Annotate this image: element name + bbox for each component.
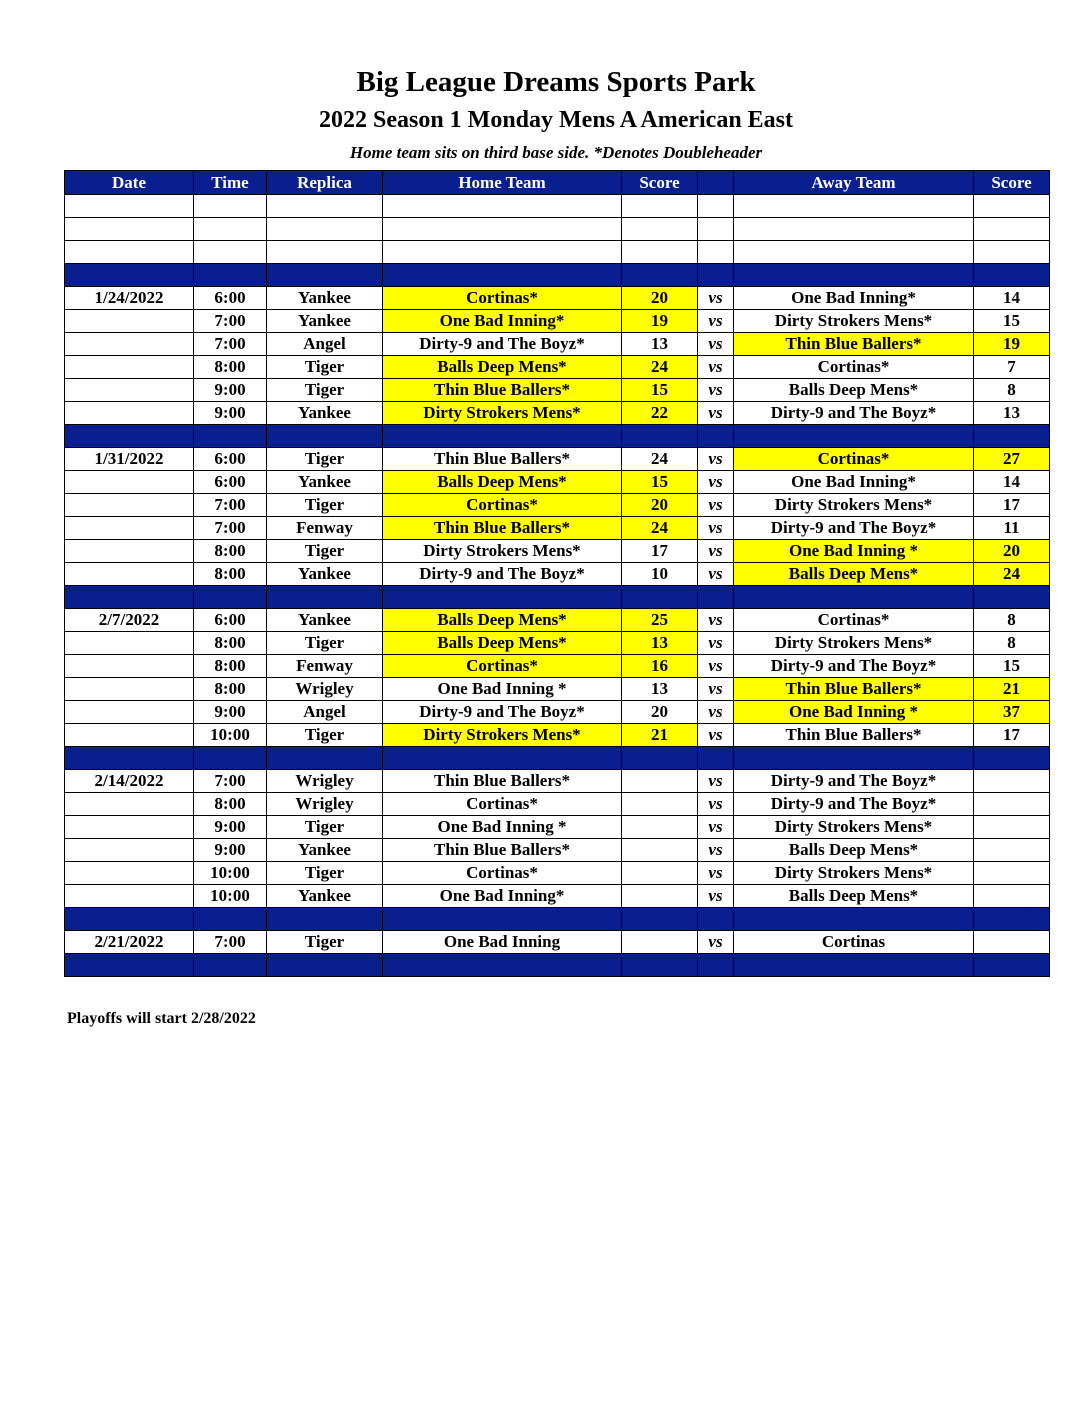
away-score: 14 bbox=[974, 287, 1050, 310]
week-separator-row bbox=[65, 264, 1050, 287]
home-score: 20 bbox=[622, 494, 698, 517]
away-team: One Bad Inning * bbox=[734, 540, 974, 563]
home-score: 24 bbox=[622, 356, 698, 379]
home-score: 13 bbox=[622, 632, 698, 655]
vs-label: vs bbox=[698, 310, 734, 333]
game-date bbox=[65, 494, 194, 517]
game-date bbox=[65, 333, 194, 356]
game-row bbox=[65, 632, 1050, 655]
away-score: 17 bbox=[974, 724, 1050, 747]
away-score: 7 bbox=[974, 356, 1050, 379]
vs-label: vs bbox=[698, 793, 734, 816]
game-date bbox=[65, 402, 194, 425]
home-score: 25 bbox=[622, 609, 698, 632]
game-time: 10:00 bbox=[194, 862, 267, 885]
game-time: 6:00 bbox=[194, 448, 267, 471]
away-score: 21 bbox=[974, 678, 1050, 701]
game-date bbox=[65, 540, 194, 563]
vs-label: vs bbox=[698, 862, 734, 885]
game-field: Wrigley bbox=[267, 770, 383, 793]
page-subtitle: 2022 Season 1 Monday Mens A American East bbox=[318, 107, 794, 133]
away-team: Dirty-9 and The Boyz* bbox=[734, 517, 974, 540]
away-score: 13 bbox=[974, 402, 1050, 425]
away-team: Balls Deep Mens* bbox=[734, 885, 974, 908]
game-time: 9:00 bbox=[194, 701, 267, 724]
game-date bbox=[65, 379, 194, 402]
game-time: 8:00 bbox=[194, 793, 267, 816]
game-field: Tiger bbox=[267, 356, 383, 379]
away-score: 8 bbox=[974, 609, 1050, 632]
home-team: Dirty Strokers Mens* bbox=[383, 402, 622, 425]
game-row bbox=[65, 471, 1050, 494]
away-team: Cortinas* bbox=[734, 609, 974, 632]
game-date bbox=[65, 471, 194, 494]
away-team: Dirty-9 and The Boyz* bbox=[734, 793, 974, 816]
vs-label: vs bbox=[698, 287, 734, 310]
home-score: 20 bbox=[622, 287, 698, 310]
game-row bbox=[65, 448, 1050, 471]
game-time: 7:00 bbox=[194, 310, 267, 333]
blank-row bbox=[65, 218, 1050, 241]
game-field: Tiger bbox=[267, 494, 383, 517]
away-score: 11 bbox=[974, 517, 1050, 540]
col-date: Date bbox=[65, 171, 194, 195]
header-row bbox=[65, 171, 1050, 195]
game-row bbox=[65, 379, 1050, 402]
col-replica: Replica bbox=[267, 171, 383, 195]
game-field: Yankee bbox=[267, 310, 383, 333]
blank-row bbox=[65, 195, 1050, 218]
away-score: 37 bbox=[974, 701, 1050, 724]
vs-label: vs bbox=[698, 356, 734, 379]
blank-row bbox=[65, 241, 1050, 264]
game-field: Wrigley bbox=[267, 678, 383, 701]
game-time: 8:00 bbox=[194, 540, 267, 563]
page-title: Big League Dreams Sports Park bbox=[356, 66, 756, 98]
away-team: Dirty Strokers Mens* bbox=[734, 816, 974, 839]
home-team: One Bad Inning bbox=[383, 931, 622, 954]
game-time: 7:00 bbox=[194, 931, 267, 954]
home-team: Dirty Strokers Mens* bbox=[383, 540, 622, 563]
game-time: 7:00 bbox=[194, 770, 267, 793]
playoffs-note: Playoffs will start 2/28/2022 bbox=[67, 1010, 256, 1027]
week-separator-row bbox=[65, 586, 1050, 609]
game-time: 8:00 bbox=[194, 678, 267, 701]
home-score: 15 bbox=[622, 471, 698, 494]
away-team: Dirty Strokers Mens* bbox=[734, 862, 974, 885]
vs-label: vs bbox=[698, 402, 734, 425]
away-score bbox=[974, 770, 1050, 793]
game-field: Yankee bbox=[267, 839, 383, 862]
game-row bbox=[65, 885, 1050, 908]
away-team: Cortinas* bbox=[734, 448, 974, 471]
game-field: Yankee bbox=[267, 563, 383, 586]
home-team: Cortinas* bbox=[383, 287, 622, 310]
home-team: One Bad Inning * bbox=[383, 678, 622, 701]
vs-label: vs bbox=[698, 816, 734, 839]
vs-label: vs bbox=[698, 931, 734, 954]
game-time: 9:00 bbox=[194, 816, 267, 839]
game-time: 9:00 bbox=[194, 402, 267, 425]
vs-label: vs bbox=[698, 540, 734, 563]
vs-label: vs bbox=[698, 494, 734, 517]
home-team: One Bad Inning* bbox=[383, 885, 622, 908]
vs-label: vs bbox=[698, 678, 734, 701]
home-score: 22 bbox=[622, 402, 698, 425]
game-row bbox=[65, 609, 1050, 632]
away-team: Balls Deep Mens* bbox=[734, 563, 974, 586]
away-team: Cortinas* bbox=[734, 356, 974, 379]
vs-label: vs bbox=[698, 517, 734, 540]
home-score: 20 bbox=[622, 701, 698, 724]
home-score: 24 bbox=[622, 448, 698, 471]
game-time: 7:00 bbox=[194, 517, 267, 540]
col-away-score: Score bbox=[974, 171, 1050, 195]
game-row bbox=[65, 540, 1050, 563]
game-field: Yankee bbox=[267, 402, 383, 425]
away-score: 20 bbox=[974, 540, 1050, 563]
away-score: 15 bbox=[974, 655, 1050, 678]
home-score bbox=[622, 862, 698, 885]
home-team: Cortinas* bbox=[383, 862, 622, 885]
game-date bbox=[65, 632, 194, 655]
game-field: Angel bbox=[267, 333, 383, 356]
vs-label: vs bbox=[698, 471, 734, 494]
game-date bbox=[65, 724, 194, 747]
vs-label: vs bbox=[698, 632, 734, 655]
game-date bbox=[65, 885, 194, 908]
game-date: 2/14/2022 bbox=[65, 770, 194, 793]
home-team: Balls Deep Mens* bbox=[383, 632, 622, 655]
game-row bbox=[65, 494, 1050, 517]
vs-label: vs bbox=[698, 448, 734, 471]
game-time: 10:00 bbox=[194, 724, 267, 747]
home-score: 19 bbox=[622, 310, 698, 333]
away-score bbox=[974, 931, 1050, 954]
vs-label: vs bbox=[698, 563, 734, 586]
game-field: Tiger bbox=[267, 724, 383, 747]
game-date bbox=[65, 793, 194, 816]
col-away-team: Away Team bbox=[734, 171, 974, 195]
home-team: Balls Deep Mens* bbox=[383, 471, 622, 494]
game-field: Angel bbox=[267, 701, 383, 724]
game-row bbox=[65, 701, 1050, 724]
game-row bbox=[65, 287, 1050, 310]
home-team: Balls Deep Mens* bbox=[383, 609, 622, 632]
away-team: Dirty Strokers Mens* bbox=[734, 310, 974, 333]
game-field: Tiger bbox=[267, 448, 383, 471]
home-score: 24 bbox=[622, 517, 698, 540]
away-team: Dirty-9 and The Boyz* bbox=[734, 402, 974, 425]
away-team: Dirty-9 and The Boyz* bbox=[734, 655, 974, 678]
game-row bbox=[65, 793, 1050, 816]
home-score: 15 bbox=[622, 379, 698, 402]
game-date: 1/31/2022 bbox=[65, 448, 194, 471]
game-time: 6:00 bbox=[194, 287, 267, 310]
away-team: Thin Blue Ballers* bbox=[734, 724, 974, 747]
game-date: 2/21/2022 bbox=[65, 931, 194, 954]
home-team: Dirty-9 and The Boyz* bbox=[383, 333, 622, 356]
away-team: Balls Deep Mens* bbox=[734, 379, 974, 402]
game-row bbox=[65, 839, 1050, 862]
home-score bbox=[622, 931, 698, 954]
week-separator-row bbox=[65, 425, 1050, 448]
game-row bbox=[65, 724, 1050, 747]
game-row bbox=[65, 563, 1050, 586]
home-score: 16 bbox=[622, 655, 698, 678]
home-team: Thin Blue Ballers* bbox=[383, 448, 622, 471]
game-date bbox=[65, 816, 194, 839]
away-score bbox=[974, 839, 1050, 862]
home-score bbox=[622, 770, 698, 793]
vs-label: vs bbox=[698, 770, 734, 793]
home-team: One Bad Inning * bbox=[383, 816, 622, 839]
away-score: 27 bbox=[974, 448, 1050, 471]
game-row bbox=[65, 770, 1050, 793]
away-score bbox=[974, 885, 1050, 908]
away-score: 15 bbox=[974, 310, 1050, 333]
away-team: Thin Blue Ballers* bbox=[734, 678, 974, 701]
game-row bbox=[65, 816, 1050, 839]
away-score bbox=[974, 862, 1050, 885]
home-score: 21 bbox=[622, 724, 698, 747]
game-time: 9:00 bbox=[194, 379, 267, 402]
home-team: One Bad Inning* bbox=[383, 310, 622, 333]
away-team: Balls Deep Mens* bbox=[734, 839, 974, 862]
col-home-score: Score bbox=[622, 171, 698, 195]
game-date: 2/7/2022 bbox=[65, 609, 194, 632]
home-score bbox=[622, 885, 698, 908]
game-field: Yankee bbox=[267, 609, 383, 632]
game-field: Tiger bbox=[267, 632, 383, 655]
away-team: Dirty Strokers Mens* bbox=[734, 494, 974, 517]
game-field: Wrigley bbox=[267, 793, 383, 816]
game-field: Fenway bbox=[267, 655, 383, 678]
game-row bbox=[65, 402, 1050, 425]
week-separator-row bbox=[65, 908, 1050, 931]
game-row bbox=[65, 333, 1050, 356]
home-team: Cortinas* bbox=[383, 793, 622, 816]
game-field: Yankee bbox=[267, 471, 383, 494]
away-score: 24 bbox=[974, 563, 1050, 586]
game-time: 7:00 bbox=[194, 494, 267, 517]
away-score: 14 bbox=[974, 471, 1050, 494]
home-team: Cortinas* bbox=[383, 494, 622, 517]
schedule-body bbox=[65, 195, 1050, 977]
game-field: Yankee bbox=[267, 287, 383, 310]
game-date bbox=[65, 310, 194, 333]
home-score: 17 bbox=[622, 540, 698, 563]
away-team: Dirty-9 and The Boyz* bbox=[734, 770, 974, 793]
home-team: Dirty-9 and The Boyz* bbox=[383, 563, 622, 586]
away-score: 19 bbox=[974, 333, 1050, 356]
vs-label: vs bbox=[698, 655, 734, 678]
col-home-team: Home Team bbox=[383, 171, 622, 195]
home-team: Thin Blue Ballers* bbox=[383, 379, 622, 402]
vs-label: vs bbox=[698, 885, 734, 908]
home-score bbox=[622, 839, 698, 862]
game-time: 10:00 bbox=[194, 885, 267, 908]
game-time: 6:00 bbox=[194, 471, 267, 494]
week-separator-row bbox=[65, 747, 1050, 770]
vs-label: vs bbox=[698, 609, 734, 632]
game-date bbox=[65, 517, 194, 540]
col-time: Time bbox=[194, 171, 267, 195]
week-separator-row bbox=[65, 954, 1050, 977]
vs-label: vs bbox=[698, 701, 734, 724]
game-field: Tiger bbox=[267, 540, 383, 563]
game-time: 8:00 bbox=[194, 632, 267, 655]
vs-label: vs bbox=[698, 333, 734, 356]
game-field: Fenway bbox=[267, 517, 383, 540]
game-row bbox=[65, 517, 1050, 540]
game-field: Tiger bbox=[267, 862, 383, 885]
game-date bbox=[65, 839, 194, 862]
home-team: Thin Blue Ballers* bbox=[383, 770, 622, 793]
away-score bbox=[974, 793, 1050, 816]
game-date bbox=[65, 655, 194, 678]
game-row bbox=[65, 310, 1050, 333]
home-score bbox=[622, 793, 698, 816]
vs-label: vs bbox=[698, 839, 734, 862]
away-score: 8 bbox=[974, 379, 1050, 402]
game-row bbox=[65, 862, 1050, 885]
home-team: Cortinas* bbox=[383, 655, 622, 678]
game-field: Tiger bbox=[267, 816, 383, 839]
schedule-note: Home team sits on third base side. *Denotes Doubleheader bbox=[349, 143, 763, 162]
game-field: Yankee bbox=[267, 885, 383, 908]
col-vs bbox=[698, 171, 734, 195]
away-team: Thin Blue Ballers* bbox=[734, 333, 974, 356]
schedule-table bbox=[64, 170, 1050, 977]
game-date: 1/24/2022 bbox=[65, 287, 194, 310]
away-score bbox=[974, 816, 1050, 839]
home-team: Thin Blue Ballers* bbox=[383, 839, 622, 862]
away-team: One Bad Inning* bbox=[734, 471, 974, 494]
home-score: 10 bbox=[622, 563, 698, 586]
home-team: Dirty Strokers Mens* bbox=[383, 724, 622, 747]
game-row bbox=[65, 655, 1050, 678]
home-team: Balls Deep Mens* bbox=[383, 356, 622, 379]
game-field: Tiger bbox=[267, 931, 383, 954]
away-team: Cortinas bbox=[734, 931, 974, 954]
away-team: One Bad Inning* bbox=[734, 287, 974, 310]
away-score: 8 bbox=[974, 632, 1050, 655]
game-date bbox=[65, 563, 194, 586]
home-score bbox=[622, 816, 698, 839]
away-team: One Bad Inning * bbox=[734, 701, 974, 724]
game-date bbox=[65, 701, 194, 724]
game-date bbox=[65, 356, 194, 379]
game-row bbox=[65, 931, 1050, 954]
game-date bbox=[65, 862, 194, 885]
game-row bbox=[65, 678, 1050, 701]
home-team: Dirty-9 and The Boyz* bbox=[383, 701, 622, 724]
game-time: 8:00 bbox=[194, 563, 267, 586]
vs-label: vs bbox=[698, 724, 734, 747]
game-time: 7:00 bbox=[194, 333, 267, 356]
game-date bbox=[65, 678, 194, 701]
game-time: 6:00 bbox=[194, 609, 267, 632]
game-time: 8:00 bbox=[194, 655, 267, 678]
vs-label: vs bbox=[698, 379, 734, 402]
game-time: 8:00 bbox=[194, 356, 267, 379]
game-row bbox=[65, 356, 1050, 379]
game-field: Tiger bbox=[267, 379, 383, 402]
home-score: 13 bbox=[622, 678, 698, 701]
home-score: 13 bbox=[622, 333, 698, 356]
game-time: 9:00 bbox=[194, 839, 267, 862]
away-score: 17 bbox=[974, 494, 1050, 517]
away-team: Dirty Strokers Mens* bbox=[734, 632, 974, 655]
home-team: Thin Blue Ballers* bbox=[383, 517, 622, 540]
